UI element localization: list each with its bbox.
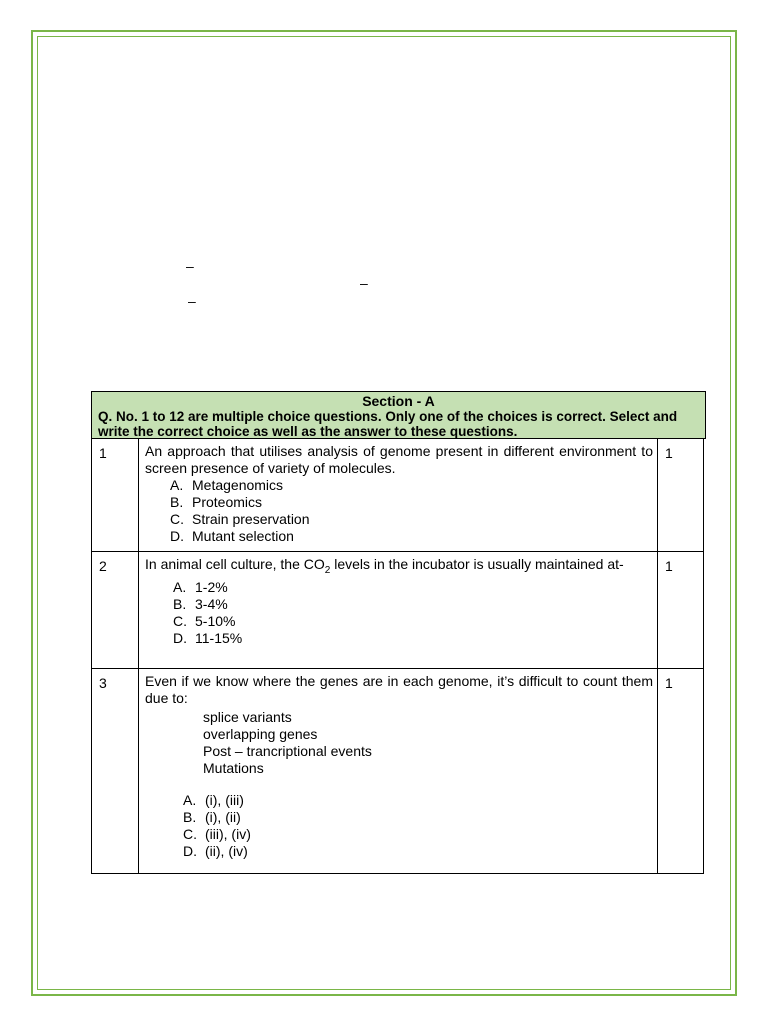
option-text: Mutant selection [192, 528, 294, 544]
option-letter: A. [183, 792, 197, 808]
option-list [183, 792, 653, 860]
question-text: An approach that utilises analysis of genome present in different environment to screen presence of variety of molecules. [145, 443, 653, 476]
option-letter: B. [170, 494, 184, 510]
option-text: (i), (ii) [205, 809, 241, 825]
statement: Mutations [203, 760, 264, 776]
option-letter: D. [183, 843, 197, 859]
option-text: (ii), (iv) [205, 843, 248, 859]
option [183, 826, 653, 843]
question-number: 1 [92, 439, 139, 551]
option-letter: D. [170, 528, 184, 544]
section-title: Section - A [362, 393, 435, 409]
option-list [170, 477, 653, 545]
section-instructions: Q. No. 1 to 12 are multiple choice questions. Only one of the choices is correct. Select and write the correct choice as well as the answer to these questions. [98, 409, 678, 439]
statement: overlapping genes [203, 726, 318, 742]
question-text-part: levels in the incubator is usually maintained at- [330, 556, 624, 572]
option [170, 477, 653, 494]
question-content [139, 552, 659, 647]
question-marks: 1 [657, 552, 703, 668]
option-text: Strain preservation [192, 511, 310, 527]
question-number: 3 [92, 669, 139, 873]
option [183, 843, 653, 860]
option [173, 579, 653, 596]
subscript: 2 [324, 564, 331, 576]
question-content [139, 439, 659, 545]
option-text: 1-2% [195, 578, 228, 595]
option-letter: C. [170, 511, 184, 527]
dash-mark: – [188, 293, 196, 309]
question-text-part: In animal cell culture, the CO [145, 556, 325, 572]
question-text: Even if we know where the genes are in each genome, it’s difficult to count them due to: [145, 673, 653, 706]
option-letter: C. [183, 826, 197, 842]
option [173, 613, 653, 630]
option-text: Metagenomics [192, 477, 284, 493]
option [173, 596, 653, 613]
question-row [91, 552, 704, 669]
statement-list [203, 709, 653, 777]
option-text: (iii), (iv) [205, 826, 251, 842]
option-letter: A. [173, 578, 187, 595]
option [183, 809, 653, 826]
option-text: (i), (iii) [205, 792, 244, 808]
option-text: 5-10% [195, 612, 236, 629]
option-letter: B. [173, 595, 187, 612]
question-row [91, 439, 704, 552]
question-marks: 1 [657, 669, 703, 873]
option-letter: A. [170, 477, 184, 493]
option [173, 630, 653, 647]
question-marks: 1 [657, 439, 703, 551]
question-text [145, 556, 653, 579]
section-header [91, 391, 706, 439]
dash-mark: – [186, 258, 194, 274]
option [170, 528, 653, 545]
question-number: 2 [92, 552, 139, 668]
question-content [139, 669, 659, 860]
option-text: 3-4% [195, 595, 228, 612]
option-text: 11-15% [195, 629, 243, 646]
statement: splice variants [203, 709, 292, 725]
question-row [91, 669, 704, 874]
option-text: Proteomics [192, 494, 263, 510]
dash-mark: – [360, 275, 368, 291]
option-letter: D. [173, 629, 187, 646]
option-letter: B. [183, 809, 197, 825]
statement: Post – trancriptional events [203, 743, 372, 759]
option-list [173, 579, 653, 647]
option [170, 494, 653, 511]
option [170, 511, 653, 528]
option-letter: C. [173, 612, 187, 629]
option [183, 792, 653, 809]
